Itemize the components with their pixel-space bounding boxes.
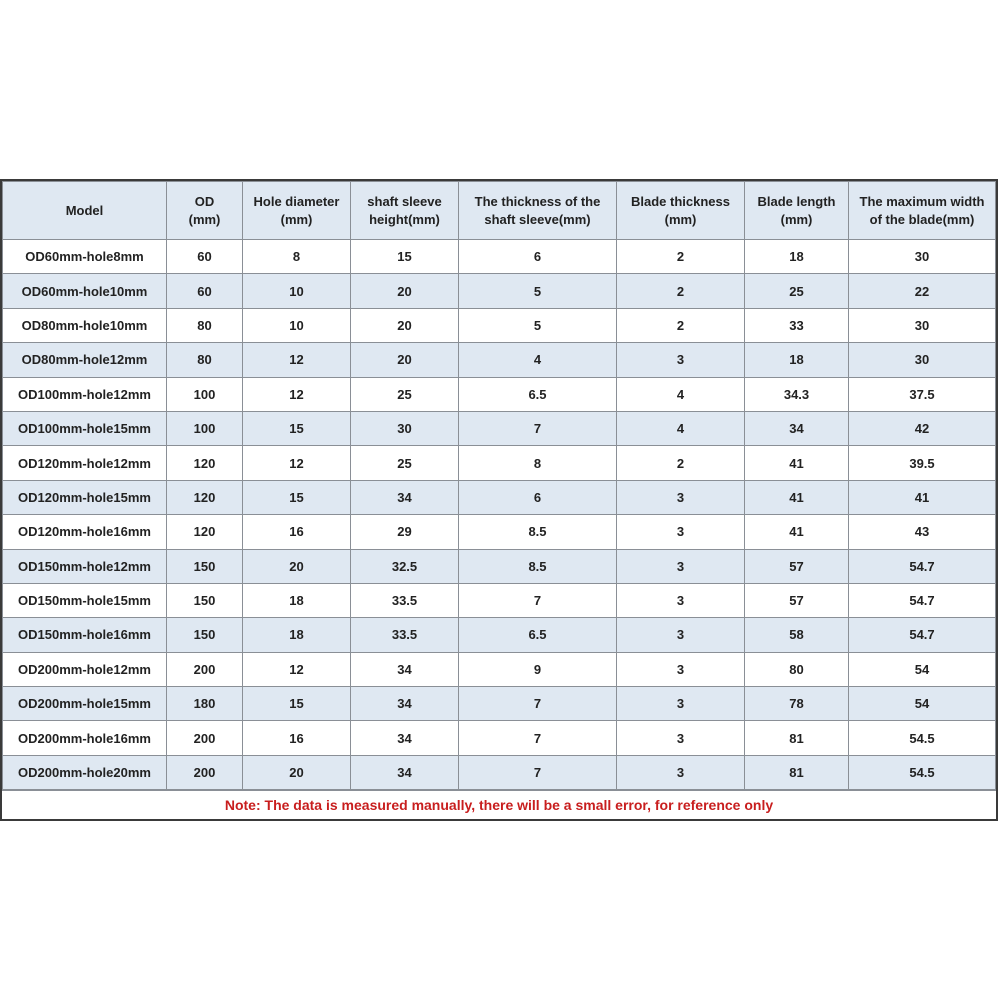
cell-shaft-sleeve-thickness: 7 [459,583,617,617]
header-label-line: The maximum width [859,193,985,209]
cell-shaft-sleeve-height: 33.5 [351,618,459,652]
spec-sheet [0,179,998,821]
cell-blade-length: 34 [745,411,849,445]
header-hole-diameter [243,182,351,240]
cell-blade-thickness: 4 [617,411,745,445]
cell-shaft-sleeve-thickness: 6.5 [459,377,617,411]
table-row [3,377,996,411]
cell-hole-diameter: 12 [243,446,351,480]
cell-hole-diameter: 10 [243,274,351,308]
cell-blade-thickness: 3 [617,549,745,583]
cell-max-blade-width: 42 [849,411,996,445]
cell-max-blade-width: 41 [849,480,996,514]
cell-shaft-sleeve-thickness: 6 [459,240,617,274]
table-row [3,549,996,583]
cell-hole-diameter: 15 [243,411,351,445]
cell-max-blade-width: 54.7 [849,549,996,583]
cell-max-blade-width: 22 [849,274,996,308]
cell-od: 150 [167,549,243,583]
cell-od: 180 [167,687,243,721]
cell-blade-thickness: 3 [617,755,745,789]
cell-hole-diameter: 20 [243,755,351,789]
cell-max-blade-width: 54.7 [849,618,996,652]
cell-hole-diameter: 12 [243,343,351,377]
table-row [3,480,996,514]
cell-shaft-sleeve-thickness: 8 [459,446,617,480]
cell-blade-length: 18 [745,343,849,377]
cell-blade-length: 78 [745,687,849,721]
cell-max-blade-width: 54.5 [849,755,996,789]
cell-shaft-sleeve-thickness: 4 [459,343,617,377]
cell-blade-length: 41 [745,480,849,514]
header-blade-length [745,182,849,240]
header-shaft-sleeve-height [351,182,459,240]
header-label-line: shaft sleeve [367,193,442,209]
cell-od: 120 [167,480,243,514]
cell-blade-thickness: 3 [617,480,745,514]
cell-blade-length: 33 [745,308,849,342]
table-row [3,687,996,721]
cell-shaft-sleeve-thickness: 7 [459,687,617,721]
header-label-line: of the blade(mm) [869,211,975,227]
cell-max-blade-width: 30 [849,240,996,274]
cell-model: OD80mm-hole12mm [3,343,167,377]
header-od [167,182,243,240]
cell-shaft-sleeve-height: 33.5 [351,583,459,617]
cell-shaft-sleeve-height: 25 [351,377,459,411]
cell-od: 100 [167,411,243,445]
cell-blade-thickness: 3 [617,515,745,549]
table-row [3,308,996,342]
cell-model: OD150mm-hole12mm [3,549,167,583]
header-label-line: Blade thickness [631,193,730,209]
cell-blade-length: 81 [745,755,849,789]
header-label-line: The thickness of the [474,193,601,209]
cell-hole-diameter: 16 [243,515,351,549]
cell-model: OD100mm-hole15mm [3,411,167,445]
header-max-blade-width [849,182,996,240]
cell-model: OD120mm-hole12mm [3,446,167,480]
cell-blade-thickness: 4 [617,377,745,411]
cell-blade-length: 57 [745,583,849,617]
header-model [3,182,167,240]
header-blade-thickness [617,182,745,240]
table-row [3,515,996,549]
cell-max-blade-width: 43 [849,515,996,549]
cell-max-blade-width: 54.7 [849,583,996,617]
cell-shaft-sleeve-thickness: 6 [459,480,617,514]
cell-shaft-sleeve-thickness: 5 [459,274,617,308]
spec-table [2,181,996,790]
cell-blade-length: 57 [745,549,849,583]
table-row [3,411,996,445]
cell-od: 100 [167,377,243,411]
cell-od: 80 [167,308,243,342]
cell-shaft-sleeve-thickness: 8.5 [459,549,617,583]
cell-max-blade-width: 30 [849,343,996,377]
cell-hole-diameter: 20 [243,549,351,583]
cell-blade-thickness: 3 [617,618,745,652]
cell-od: 200 [167,755,243,789]
header-label-line: Blade length [757,193,836,209]
cell-shaft-sleeve-height: 34 [351,652,459,686]
header-label-line: (mm) [188,211,221,227]
cell-shaft-sleeve-thickness: 9 [459,652,617,686]
cell-shaft-sleeve-height: 30 [351,411,459,445]
cell-shaft-sleeve-height: 34 [351,721,459,755]
cell-blade-thickness: 2 [617,446,745,480]
cell-shaft-sleeve-height: 34 [351,480,459,514]
table-row [3,652,996,686]
table-row [3,343,996,377]
cell-shaft-sleeve-height: 25 [351,446,459,480]
cell-blade-length: 34.3 [745,377,849,411]
cell-shaft-sleeve-thickness: 7 [459,721,617,755]
measurement-note: Note: The data is measured manually, there will be a small error, for reference only [2,790,996,819]
table-header [3,182,996,240]
header-label-line: height(mm) [369,211,440,227]
header-label-line: (mm) [780,211,813,227]
cell-hole-diameter: 12 [243,652,351,686]
cell-max-blade-width: 54.5 [849,721,996,755]
cell-model: OD200mm-hole16mm [3,721,167,755]
cell-blade-length: 41 [745,515,849,549]
cell-blade-thickness: 3 [617,343,745,377]
cell-shaft-sleeve-height: 34 [351,687,459,721]
header-label-line: (mm) [280,211,313,227]
cell-model: OD200mm-hole15mm [3,687,167,721]
cell-hole-diameter: 8 [243,240,351,274]
table-row [3,618,996,652]
cell-od: 150 [167,618,243,652]
cell-blade-length: 58 [745,618,849,652]
cell-shaft-sleeve-height: 15 [351,240,459,274]
cell-model: OD60mm-hole10mm [3,274,167,308]
table-row [3,755,996,789]
cell-model: OD60mm-hole8mm [3,240,167,274]
cell-model: OD200mm-hole20mm [3,755,167,789]
header-label-line: Model [65,202,104,218]
cell-hole-diameter: 12 [243,377,351,411]
cell-blade-thickness: 3 [617,721,745,755]
cell-shaft-sleeve-height: 29 [351,515,459,549]
cell-shaft-sleeve-thickness: 7 [459,755,617,789]
cell-model: OD150mm-hole16mm [3,618,167,652]
cell-od: 150 [167,583,243,617]
cell-blade-length: 81 [745,721,849,755]
cell-model: OD120mm-hole15mm [3,480,167,514]
header-shaft-sleeve-thickness [459,182,617,240]
cell-shaft-sleeve-thickness: 5 [459,308,617,342]
table-row [3,583,996,617]
cell-hole-diameter: 10 [243,308,351,342]
header-label-line: OD [194,193,215,209]
cell-max-blade-width: 30 [849,308,996,342]
header-label-line: Hole diameter [253,193,340,209]
cell-max-blade-width: 54 [849,652,996,686]
cell-shaft-sleeve-height: 34 [351,755,459,789]
cell-blade-length: 18 [745,240,849,274]
cell-od: 120 [167,446,243,480]
cell-blade-thickness: 3 [617,687,745,721]
header-label-line: (mm) [664,211,697,227]
cell-shaft-sleeve-height: 32.5 [351,549,459,583]
cell-blade-length: 25 [745,274,849,308]
cell-model: OD150mm-hole15mm [3,583,167,617]
table-body [3,240,996,790]
cell-model: OD200mm-hole12mm [3,652,167,686]
cell-od: 200 [167,652,243,686]
table-row [3,446,996,480]
cell-blade-length: 41 [745,446,849,480]
cell-model: OD100mm-hole12mm [3,377,167,411]
cell-shaft-sleeve-thickness: 7 [459,411,617,445]
header-row [3,182,996,240]
cell-od: 120 [167,515,243,549]
cell-blade-thickness: 2 [617,274,745,308]
cell-od: 60 [167,240,243,274]
table-row [3,721,996,755]
cell-blade-thickness: 2 [617,308,745,342]
cell-od: 80 [167,343,243,377]
cell-max-blade-width: 39.5 [849,446,996,480]
table-row [3,274,996,308]
cell-shaft-sleeve-height: 20 [351,274,459,308]
cell-blade-thickness: 2 [617,240,745,274]
cell-hole-diameter: 18 [243,618,351,652]
cell-model: OD120mm-hole16mm [3,515,167,549]
cell-hole-diameter: 18 [243,583,351,617]
cell-hole-diameter: 15 [243,480,351,514]
header-label-line: shaft sleeve(mm) [484,211,591,227]
cell-od: 200 [167,721,243,755]
cell-shaft-sleeve-height: 20 [351,343,459,377]
cell-model: OD80mm-hole10mm [3,308,167,342]
cell-blade-thickness: 3 [617,652,745,686]
cell-shaft-sleeve-thickness: 8.5 [459,515,617,549]
cell-hole-diameter: 15 [243,687,351,721]
cell-max-blade-width: 54 [849,687,996,721]
cell-shaft-sleeve-thickness: 6.5 [459,618,617,652]
cell-od: 60 [167,274,243,308]
cell-max-blade-width: 37.5 [849,377,996,411]
cell-blade-length: 80 [745,652,849,686]
table-row [3,240,996,274]
cell-blade-thickness: 3 [617,583,745,617]
cell-shaft-sleeve-height: 20 [351,308,459,342]
cell-hole-diameter: 16 [243,721,351,755]
